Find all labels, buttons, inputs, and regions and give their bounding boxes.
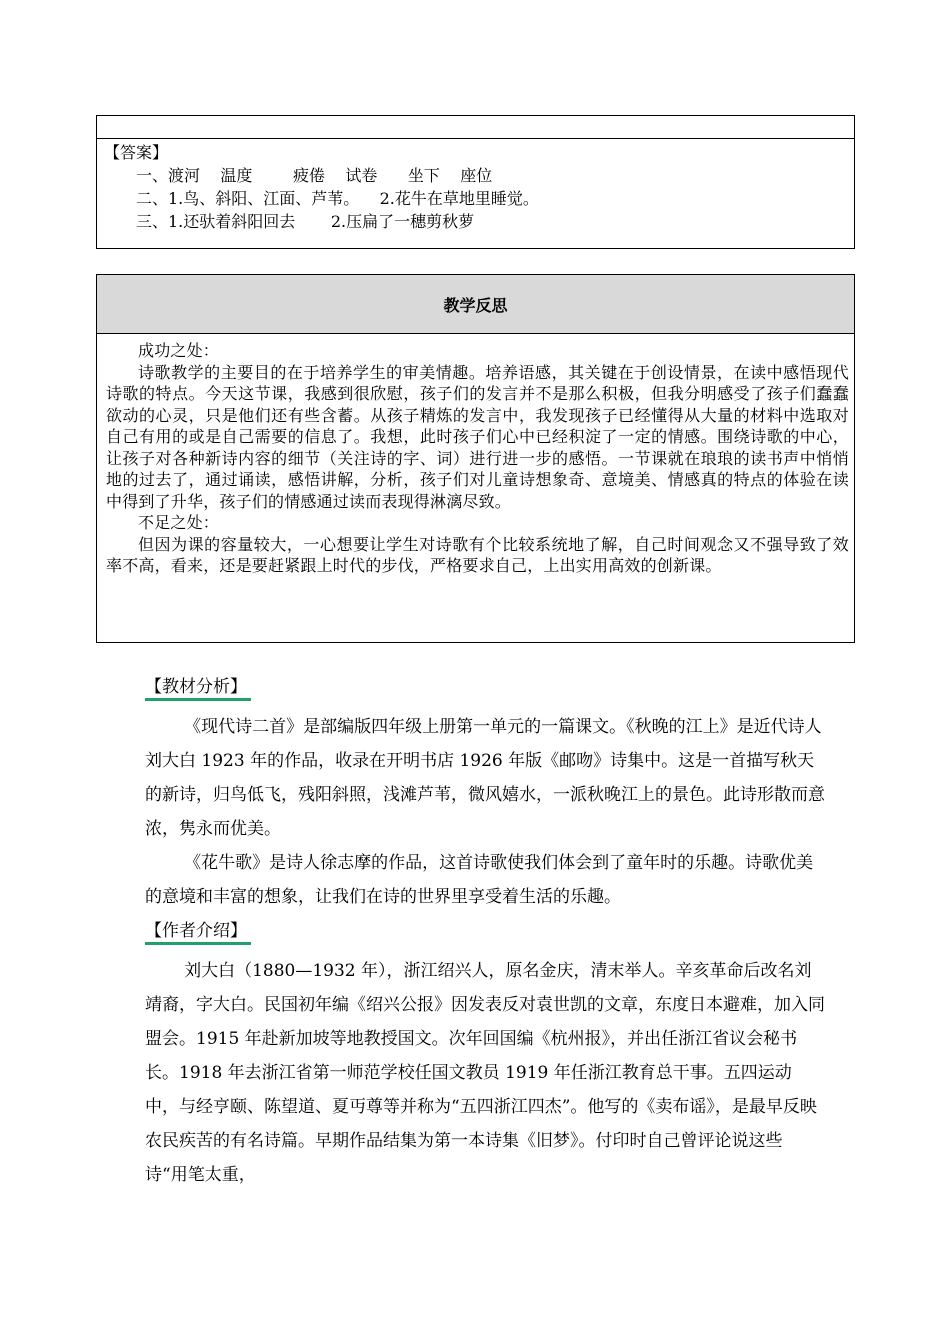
material-analysis-heading: 【教材分析】 [145,676,251,701]
author-intro-body [145,954,825,1192]
answer-line-2: 二、1.鸟、斜阳、江面、芦苇。 2.花牛在草地里睡觉。 [136,189,539,208]
material-analysis-body [145,710,825,914]
material-analysis-p1: 《现代诗二首》是部编版四年级上册第一单元的一篇课文。《秋晚的江上》是近代诗人刘大白 1923 年的作品，收录在开明书店 1926 年版《邮吻》诗集中。这是一首描写秋天的新诗，归鸟低飞，残阳斜照，浅滩芦苇，微风嬉水，一派秋晚江上的景色。此诗形散而意浓，隽永而优美。 [145,717,825,839]
shortcoming-label: 不足之处： [138,513,220,532]
answer-title: 【答案】 [104,143,169,162]
answer-line-1: 一、渡河 温度 疲倦 试卷 坐下 座位 [136,166,493,185]
reflection-box [96,274,855,643]
answer-box [96,115,855,249]
answer-content [97,139,854,233]
success-label: 成功之处： [138,341,220,360]
answer-box-top-row [97,116,854,139]
reflection-heading: 教学反思 [97,275,854,334]
reflection-content [97,334,854,577]
material-analysis-p2: 《花牛歌》是诗人徐志摩的作品，这首诗歌使我们体会到了童年时的乐趣。诗歌优美的意境和丰富的想象，让我们在诗的世界里享受着生活的乐趣。 [145,853,814,907]
answer-line-3: 三、1.还驮着斜阳回去 2.压扁了一穗剪秋萝 [136,212,475,231]
author-intro-p1: 刘大白（1880—1932 年），浙江绍兴人，原名金庆，清末举人。辛亥革命后改名刘靖裔，字大白。民国初年编《绍兴公报》因发表反对袁世凯的文章，东度日本避难，加入同盟会。1915 年赴新加坡等地教授国文。次年回国编《杭州报》，并出任浙江省议会秘书长。1918 年去浙江省第一师范学校任国文教员 1919 年任浙江教育总干事。五四运动中，与经亨颐、陈望道、夏丏尊等并称为“五四浙江四杰”。他写的《卖布谣》，是最早反映农民疾苦的有名诗篇。早期作品结集为第一本诗集《旧梦》。付印时自己曾评论说这些诗“用笔太重， [145,961,825,1185]
author-intro-heading: 【作者介绍】 [145,920,251,945]
success-text: 诗歌教学的主要目的在于培养学生的审美情趣。培养语感，其关键在于创设情景，在读中感悟现代诗歌的特点。今天这节课，我感到很欣慰，孩子们的发言并不是那么积极，但我分明感受了孩子们蠢蠢欲动的心灵，只是他们还有些含蓄。从孩子精炼的发言中，我发现孩子已经懂得从大量的材料中选取对自己有用的或是自己需要的信息了。我想，此时孩子们心中已经积淀了一定的情感。围绕诗歌的中心，让孩子对各种新诗内容的细节（关注诗的字、词）进行进一步的感悟。一节课就在琅琅的读书声中悄悄地的过去了，通过诵读，感悟讲解，分析，孩子们对儿童诗想象奇、意境美、情感真的特点的体验在读中得到了升华，孩子们的情感通过读而表现得淋漓尽致。 [106,362,849,511]
shortcoming-text: 但因为课的容量较大，一心想要让学生对诗歌有个比较系统地了解，自己时间观念又不强导致了效率不高，看来，还是要赶紧跟上时代的步伐，严格要求自己，上出实用高效的创新课。 [106,534,849,575]
